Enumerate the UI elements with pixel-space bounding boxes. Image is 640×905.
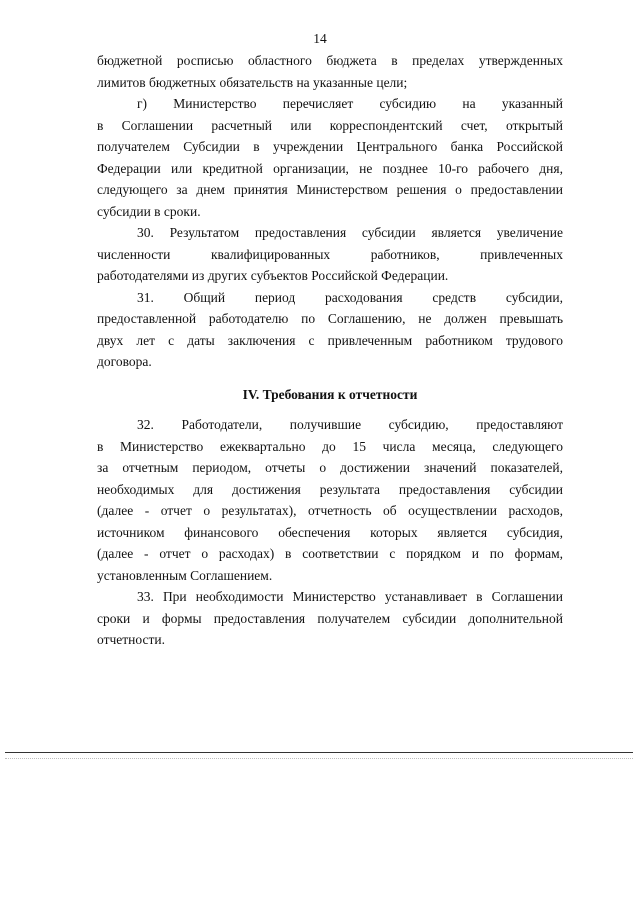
text-line: 32. Работодатели, получившие субсидию, предоставляют xyxy=(137,417,563,432)
scan-artifact-line xyxy=(5,758,633,759)
text-line: 33. При необходимости Министерство устанавливает в Соглашении xyxy=(137,589,563,604)
text-line: двух лет с даты заключения с привлеченным работником трудового xyxy=(97,332,563,348)
text-line: источником финансового обеспечения которых является субсидия, xyxy=(97,524,563,540)
text-line: бюджетной росписью областного бюджета в пределах утвержденных xyxy=(97,53,563,68)
text-line: отчетности. xyxy=(97,632,165,647)
paragraph-31 xyxy=(97,287,563,373)
text-line: предоставленной работодателю по Соглашению, не должен превышать xyxy=(97,311,563,326)
text-line: в Соглашении расчетный или корреспондентский счет, открытый xyxy=(97,117,563,133)
text-line: работодателями из других субъектов Российской Федерации. xyxy=(97,268,449,283)
text-line: субсидии в сроки. xyxy=(97,203,201,219)
text-line: (далее - отчет о расходах) в соответствии с порядком и по формам, xyxy=(97,546,563,561)
paragraph-33 xyxy=(97,586,563,651)
text-line: лимитов бюджетных обязательств на указанные цели; xyxy=(97,74,408,90)
paragraph-intro xyxy=(97,50,563,93)
text-line: следующего за днем принятия Министерством решения о предоставлении xyxy=(97,182,563,197)
document-body xyxy=(97,50,563,651)
text-line: установленным Соглашением. xyxy=(97,567,273,583)
text-line: сроки и формы предоставления получателем субсидии дополнительной xyxy=(97,610,563,626)
page-divider-line xyxy=(5,752,633,753)
page-number: 14 xyxy=(313,31,327,46)
text-line: за отчетным периодом, отчеты о достижении значений показателей, xyxy=(97,460,563,475)
text-line: численности квалифицированных работников, привлеченных xyxy=(97,246,563,262)
paragraph-30 xyxy=(97,222,563,287)
paragraph-g xyxy=(97,93,563,222)
paragraph-32 xyxy=(97,414,563,586)
text-line: необходимых для достижения результата предоставления субсидии xyxy=(97,481,563,497)
text-line: 31. Общий период расходования средств субсидии, xyxy=(137,289,563,305)
text-line: в Министерство ежеквартально до 15 числа месяца, следующего xyxy=(97,438,563,454)
text-line: договора. xyxy=(97,354,152,369)
text-line: 30. Результатом предоставления субсидии является увеличение xyxy=(137,225,563,240)
section-heading: IV. Требования к отчетности xyxy=(242,386,418,402)
text-line: получателем Субсидии в учреждении Центрального банка Российской xyxy=(97,139,563,154)
text-line: Федерации или кредитной организации, не позднее 10-го рабочего дня, xyxy=(97,160,563,176)
text-line: (далее - отчет о результатах), отчетность об осуществлении расходов, xyxy=(97,503,563,518)
text-line: г) Министерство перечисляет субсидию на указанный xyxy=(137,96,563,111)
